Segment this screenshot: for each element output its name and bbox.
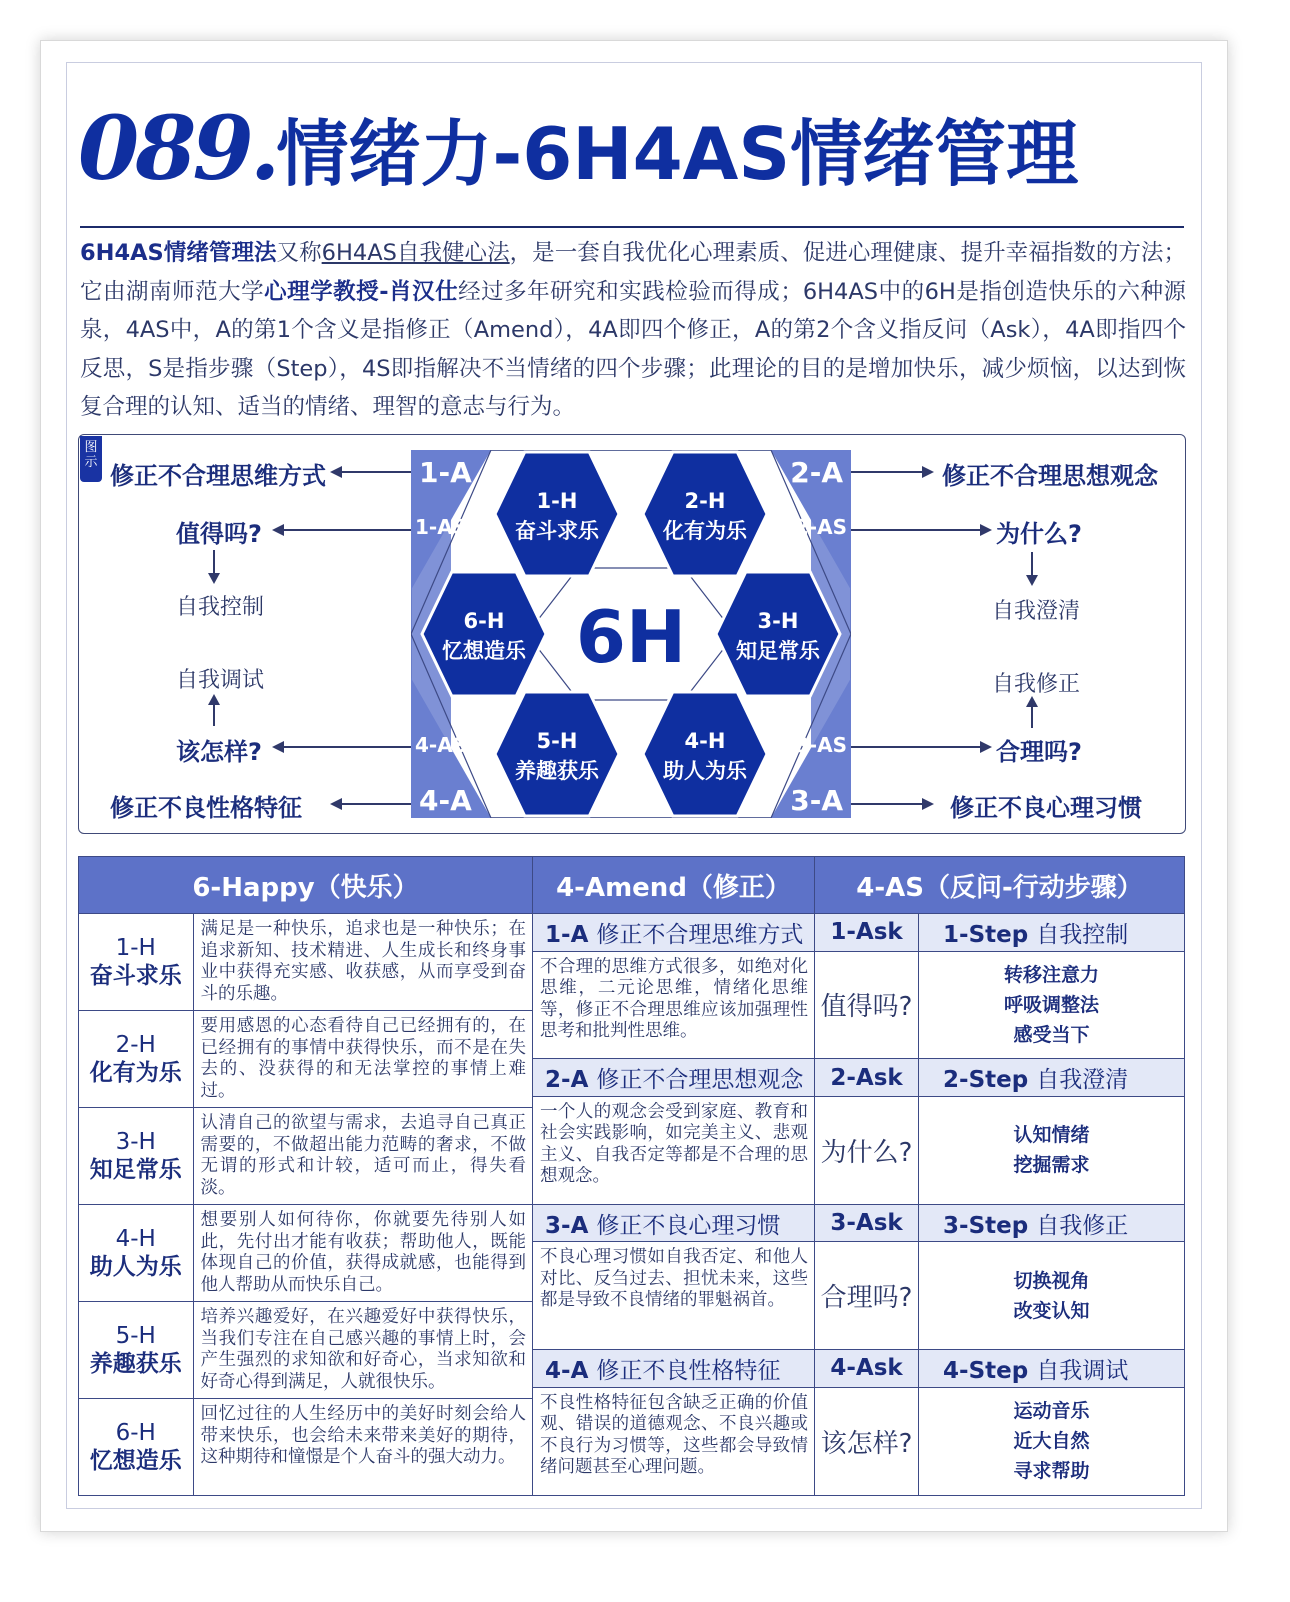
hex-name: 化有为乐 (663, 519, 747, 543)
corner-label-3as: 3-AS (794, 733, 847, 757)
amend-title-text: 修正不合理思维方式 (596, 921, 804, 948)
ask-code (815, 1204, 919, 1242)
diagram-label-2a: 修正不合理思想观念 (942, 462, 1158, 490)
step-code: 1-Step (943, 921, 1037, 948)
diagram-note-3: 自我修正 (992, 672, 1081, 697)
step-action: 切换视角 (1013, 1269, 1090, 1292)
happy-code-cell (79, 1011, 193, 1108)
hexagon-diagram (411, 450, 851, 818)
hex-name: 忆想造乐 (442, 639, 526, 663)
header-amend: 4-Amend（修正） (533, 857, 815, 914)
amend-code: 3-A (545, 1212, 597, 1239)
arrow-left-icon (330, 798, 342, 810)
arrow-line (213, 550, 215, 574)
arrow-down-icon (208, 573, 220, 584)
step-action: 挖掘需求 (1013, 1154, 1090, 1177)
step-actions (919, 1096, 1185, 1204)
step-action: 改变认知 (1013, 1299, 1090, 1322)
corner-label-1a: 1-A (419, 456, 472, 489)
amend-code: 1-A (545, 921, 597, 948)
amend-desc: 一个人的观念会受到家庭、教育和社会实践影响，如完美主义、悲观主义、自我否定等都是不合理的思想观念。 (533, 1096, 815, 1204)
arrow-line (851, 803, 923, 805)
happy-desc: 想要别人如何待你，你就要先待别人如此，先付出才能有收获；帮助他人，既能体现自己的价值，获得成就感，也能得到他人帮助从而快乐自己。 (193, 1205, 532, 1302)
corner-label-4a: 4-A (419, 784, 472, 817)
happy-code-cell (79, 1399, 193, 1495)
hex-name: 奋斗求乐 (515, 519, 599, 543)
arrow-left-icon (330, 466, 342, 478)
title-number: 089. (78, 96, 277, 200)
arrow-line (340, 471, 412, 473)
happy-name: 忆想造乐 (89, 1447, 182, 1474)
arrow-down-icon (1026, 575, 1038, 586)
amend-desc: 不良性格特征包含缺乏正确的价值观、错误的道德观念、不良兴趣或不良行为习惯等，这些都会导致情绪问题甚至心理问题。 (533, 1387, 815, 1495)
hex-code: 1-H (536, 489, 578, 513)
amend-title-text: 修正不良性格特征 (596, 1357, 781, 1384)
happy-code: 6-H (115, 1419, 156, 1446)
happy-row (79, 1205, 532, 1302)
ask-question: 合理吗? (815, 1242, 919, 1350)
hex-code: 5-H (536, 729, 578, 753)
happy-desc: 培养兴趣爱好，在兴趣爱好中获得快乐，当我们专注在自己感兴趣的事情上时，会产生强烈的求知欲和好奇心，当求知欲和好奇心得到满足，人就很快乐。 (193, 1302, 532, 1399)
step-action: 转移注意力 (1004, 963, 1100, 986)
center-label: 6H (575, 595, 687, 679)
arrow-right-icon (922, 466, 934, 478)
diagram-question-3: 合理吗? (996, 738, 1082, 766)
intro-text: 又称 (276, 240, 322, 266)
amend-title (533, 1204, 815, 1242)
arrow-line (851, 471, 923, 473)
happy-table (79, 914, 532, 1495)
hex-code: 6-H (463, 609, 505, 633)
step-name: 自我控制 (1036, 921, 1129, 948)
happy-name: 养趣获乐 (89, 1351, 182, 1377)
summary-table (78, 856, 1185, 1496)
intro-text: ，是一套自我优化心理素质、促进心理健康、提升幸福指数的方法；它由湖南师范大学 (80, 240, 1186, 305)
arrow-right-icon (980, 524, 992, 536)
ask-question: 值得吗? (815, 951, 919, 1059)
amend-code: 4-A (545, 1357, 597, 1384)
arrow-right-icon (922, 798, 934, 810)
diagram-badge: 图示 (80, 436, 102, 482)
happy-name: 化有为乐 (89, 1060, 182, 1086)
diagram-label-4a: 修正不良性格特征 (110, 794, 302, 822)
happy-row (79, 1302, 532, 1399)
happy-code-cell (79, 1205, 193, 1302)
hex-name: 助人为乐 (663, 759, 747, 783)
corner-label-1as: 1-AS (415, 515, 468, 539)
happy-row (79, 914, 532, 1011)
ask-code-text: 1-Ask (830, 919, 903, 946)
happy-code-cell (79, 1302, 193, 1399)
corner-label-3a: 3-A (790, 784, 843, 817)
hex-code: 3-H (757, 609, 799, 633)
amend-desc: 不合理的思维方式很多，如绝对化思维，二元论思维，情绪化思维等，修正不合理思维应该加强理性思考和批判性思维。 (533, 951, 815, 1059)
happy-code: 3-H (115, 1129, 156, 1155)
hex-name: 养趣获乐 (515, 759, 599, 783)
intro-alias: 6H4AS自我健心法 (321, 240, 510, 266)
hex-code: 4-H (684, 729, 726, 753)
step-action: 感受当下 (1013, 1023, 1090, 1046)
hex-code: 2-H (684, 489, 726, 513)
ask-code (815, 914, 919, 952)
diagram-label-1a: 修正不合理思维方式 (110, 462, 326, 490)
step-action: 运动音乐 (1013, 1400, 1090, 1423)
happy-column (79, 914, 533, 1496)
step-title (919, 914, 1185, 952)
amend-subheader-row (79, 914, 1185, 952)
ask-question: 为什么? (815, 1096, 919, 1204)
amend-title (533, 1350, 815, 1388)
hex-name: 知足常乐 (736, 639, 820, 663)
happy-desc: 满足是一种快乐，追求也是一种快乐；在追求新知、技术精进、人生成长和终身事业中获得充实感、收获感，从而享受到奋斗的乐趣。 (193, 914, 532, 1011)
ask-question: 该怎样? (815, 1387, 919, 1495)
happy-name: 助人为乐 (89, 1254, 182, 1280)
step-name: 自我修正 (1036, 1212, 1129, 1239)
intro-paragraph (80, 234, 1186, 427)
header-happy: 6-Happy（快乐） (79, 857, 533, 914)
step-title (919, 1204, 1185, 1242)
step-code: 2-Step (943, 1067, 1037, 1094)
ask-code-text: 2-Ask (830, 1064, 903, 1091)
happy-code: 5-H (115, 1323, 156, 1349)
intro-author: 心理学教授-肖汉仕 (264, 278, 459, 305)
intro-text: 经过多年研究和实践检验而得成；6H4AS中的6H是指创造快乐的六种源泉，4AS中，A的第1个含义是指修正（Amend），4A即四个修正，A的第2个含义指反问（Ask），4A即指四个反思，S是指步骤（Step），4S即指解决不当情绪的四个步骤；此理论的目的是增加快乐，减少烦恼，以达到恢复合理的认知、适当的情绪、理智的意志与行为。 (80, 278, 1186, 420)
arrow-right-icon (980, 741, 992, 753)
happy-name: 知足常乐 (89, 1157, 182, 1183)
amend-title (533, 914, 815, 952)
diagram-question-4: 该怎样? (176, 738, 262, 766)
happy-code-cell (79, 1108, 193, 1205)
amend-title-text: 修正不合理思想观念 (596, 1067, 804, 1094)
arrow-line (851, 746, 981, 748)
corner-label-4as: 4-AS (415, 733, 468, 757)
arrow-line (282, 746, 412, 748)
ask-code (815, 1059, 919, 1097)
step-code: 3-Step (943, 1212, 1037, 1239)
happy-row (79, 1108, 532, 1205)
diagram-question-1: 值得吗? (176, 520, 262, 548)
ask-code-text: 4-Ask (830, 1355, 903, 1382)
happy-name: 奋斗求乐 (89, 963, 182, 989)
happy-row (79, 1399, 532, 1495)
arrow-left-icon (272, 524, 284, 536)
corner-label-2a: 2-A (790, 456, 843, 489)
step-actions (919, 951, 1185, 1059)
happy-desc: 要用感恩的心态看待自己已经拥有的，在已经拥有的事情中获得快乐，而不是在失去的、没获得的和无法掌控的事情上难过。 (193, 1011, 532, 1108)
diagram-note-4: 自我调试 (176, 668, 265, 693)
title-text: 情绪力-6H4AS情绪管理 (276, 112, 1079, 196)
happy-row (79, 1011, 532, 1108)
happy-code: 2-H (115, 1032, 156, 1058)
step-action: 认知情绪 (1013, 1124, 1090, 1147)
amend-title-text: 修正不良心理习惯 (596, 1212, 781, 1239)
step-action: 近大自然 (1013, 1430, 1090, 1453)
arrow-line (282, 529, 412, 531)
amend-title (533, 1059, 815, 1097)
arrow-line (1031, 706, 1033, 728)
step-action: 寻求帮助 (1013, 1460, 1090, 1483)
step-actions (919, 1242, 1185, 1350)
step-name: 自我调试 (1036, 1357, 1129, 1384)
step-code: 4-Step (943, 1357, 1037, 1384)
happy-code: 1-H (115, 935, 156, 961)
arrow-left-icon (272, 741, 284, 753)
title-divider (80, 226, 1184, 228)
arrow-line (1031, 552, 1033, 576)
ask-code (815, 1350, 919, 1388)
header-as: 4-AS（反问-行动步骤） (815, 857, 1185, 914)
diagram-note-2: 自我澄清 (992, 599, 1081, 624)
happy-desc: 认清自己的欲望与需求，去追寻自己真正需要的，不做超出能力范畴的奢求，不做无谓的形式和计较，适可而止，得失看淡。 (193, 1108, 532, 1205)
step-title (919, 1350, 1185, 1388)
diagram-label-3a: 修正不良心理习惯 (950, 794, 1142, 822)
amend-desc: 不良心理习惯如自我否定、和他人对比、反刍过去、担忧未来，这些都是导致不良情绪的罪魁祸首。 (533, 1242, 815, 1350)
happy-code: 4-H (115, 1226, 156, 1252)
diagram-question-2: 为什么? (996, 520, 1082, 548)
happy-desc: 回忆过往的人生经历中的美好时刻会给人带来快乐，也会给未来带来美好的期待，这种期待和憧憬是个人奋斗的强大动力。 (200, 1404, 527, 1467)
happy-code-cell (79, 914, 193, 1011)
arrow-line (340, 803, 412, 805)
ask-code-text: 3-Ask (830, 1210, 903, 1237)
step-name: 自我澄清 (1036, 1067, 1129, 1094)
step-action: 呼吸调整法 (1004, 993, 1100, 1016)
arrow-line (851, 529, 981, 531)
corner-label-2as: 2-AS (794, 515, 847, 539)
page-title (78, 96, 1078, 206)
intro-term: 6H4AS情绪管理法 (80, 240, 277, 266)
step-actions (919, 1387, 1185, 1495)
step-title (919, 1059, 1185, 1097)
arrow-line (213, 704, 215, 726)
diagram-note-1: 自我控制 (176, 595, 265, 620)
amend-code: 2-A (545, 1067, 597, 1094)
